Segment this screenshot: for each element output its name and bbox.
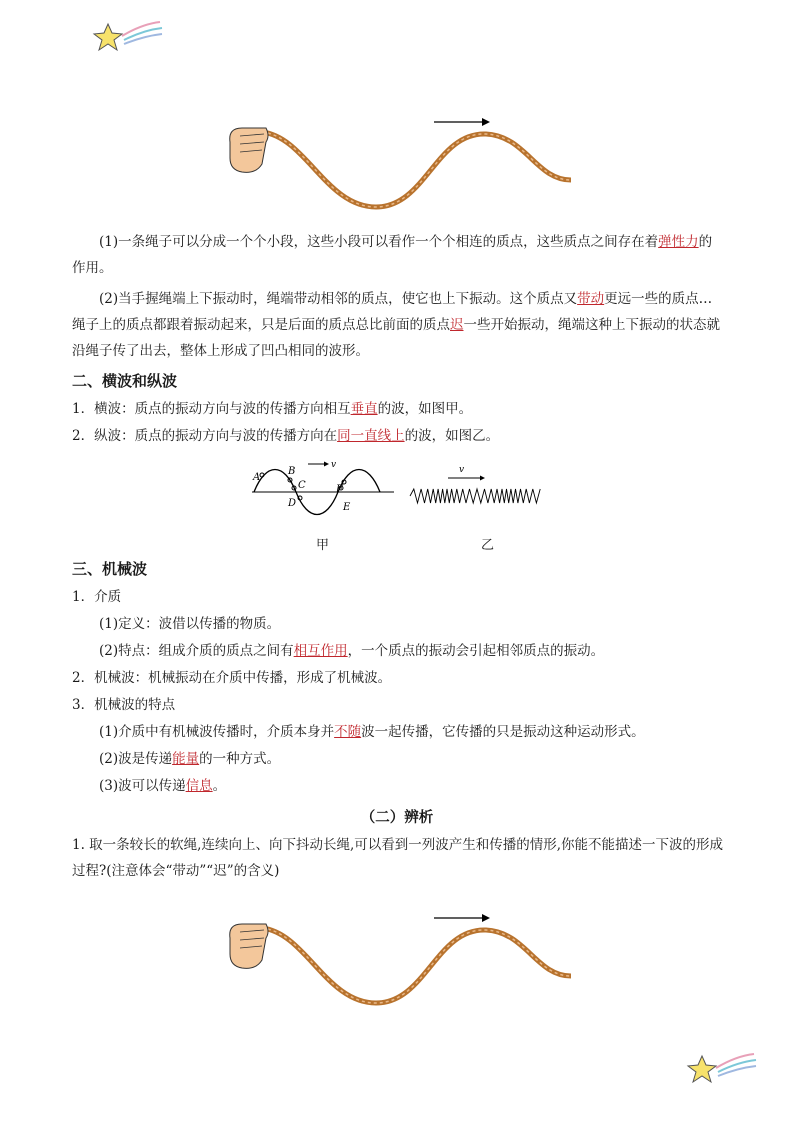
transverse-wave-figure <box>248 458 398 522</box>
rope-wave-figure-2 <box>226 908 576 1013</box>
paragraph-rope-vibration: (2)当手握绳端上下振动时，绳端带动相邻的质点，使它也上下振动。这个质点又带动更远一些的质点…绳子上的质点都跟着振动起来，只是后面的质点总比前面的质点迟一些开始振动，绳端这种上下振动的状态就沿绳子传了出去，整体上形成了凹凸相同的波形。 <box>72 291 720 359</box>
point-label-b: B <box>288 466 296 477</box>
point-label-d: D <box>288 498 297 509</box>
item-medium: 1．介质 <box>72 589 122 605</box>
answer-interaction: 相互作用 <box>293 643 348 659</box>
answer-late: 迟 <box>450 317 464 333</box>
point-label-e: E <box>343 502 351 513</box>
answer-energy: 能量 <box>172 751 200 767</box>
star-decoration-icon <box>92 18 164 58</box>
velocity-label-a: v <box>331 460 337 470</box>
item-feature-3: (3)波可以传递信息。 <box>99 778 227 794</box>
question-1: 1. 取一条较长的软绳,连续向上、向下抖动长绳,可以看到一列波产生和传播的情形,你能不能描述一下波的形成过程?(注意体会“带动”“迟”的含义) <box>72 837 724 879</box>
item-mechanical-wave: 2．机械波：机械振动在介质中传播，形成了机械波。 <box>72 670 392 686</box>
answer-elastic-force: 弹性力 <box>658 234 699 250</box>
item-feature-2: (2)波是传递能量的一种方式。 <box>99 751 281 767</box>
item-longitudinal-wave: 2．纵波：质点的振动方向与波的传播方向在同一直线上的波，如图乙。 <box>72 428 500 444</box>
rope-wave-figure <box>226 112 576 217</box>
star-decoration-icon-bottom <box>686 1050 758 1090</box>
answer-information: 信息 <box>185 778 213 794</box>
answer-not-follow: 不随 <box>334 724 362 740</box>
item-transverse-wave: 1．横波：质点的振动方向与波的传播方向相互垂直的波，如图甲。 <box>72 401 473 417</box>
answer-same-line: 同一直线上 <box>337 428 405 444</box>
velocity-label-b: v <box>459 465 465 475</box>
longitudinal-wave-figure <box>408 458 544 522</box>
answer-drive: 带动 <box>577 291 605 307</box>
answer-perpendicular: 垂直 <box>350 401 378 417</box>
point-label-f: F <box>336 484 343 495</box>
caption-figure-a: 甲 <box>316 538 330 553</box>
section-title-transverse-longitudinal: 二、横波和纵波 <box>72 372 178 390</box>
section-title-mechanical-wave: 三、机械波 <box>72 560 148 578</box>
caption-figure-b: 乙 <box>481 538 495 553</box>
item-medium-definition: (1)定义：波借以传播的物质。 <box>99 616 281 632</box>
point-label-a: A <box>253 472 261 483</box>
item-feature-1: (1)介质中有机械波传播时，介质本身并不随波一起传播，它传播的只是振动这种运动形式。 <box>99 724 645 740</box>
paragraph-rope-segments: (1)一条绳子可以分成一个个小段，这些小段可以看作一个个相连的质点，这些质点之间存在着弹性力的作用。 <box>72 234 713 276</box>
section-title-analysis: （二）辨析 <box>360 810 434 826</box>
item-medium-feature: (2)特点：组成介质的质点之间有相互作用，一个质点的振动会引起相邻质点的振动。 <box>99 643 605 659</box>
item-wave-features: 3．机械波的特点 <box>72 697 176 713</box>
point-label-c: C <box>298 480 306 491</box>
